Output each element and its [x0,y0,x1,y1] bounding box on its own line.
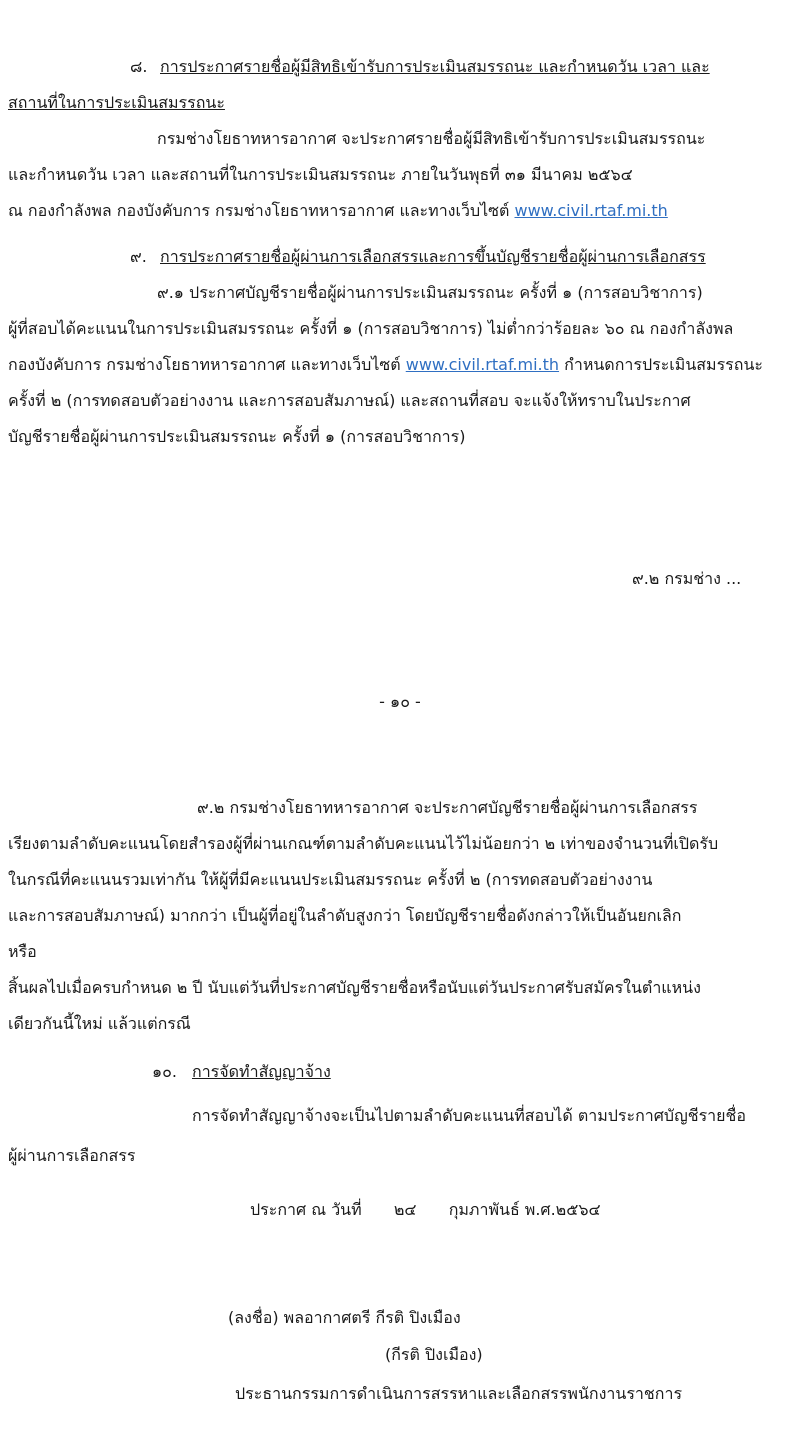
section8-body-line1: กรมช่างโยธาทหารอากาศ จะประกาศรายชื่อผู้มีสิทธิเข้ารับการประเมินสมรรถนะ [157,129,706,148]
announcement-month-year: กุมภาพันธ์ พ.ศ.๒๕๖๔ [448,1200,601,1219]
continuation-note: ๙.๒ กรมช่าง ... [632,569,742,588]
section8-body-text: ณ กองกำลังพล กองบังคับการ กรมช่างโยธาทหารอากาศ และทางเว็บไซต์ [8,201,510,220]
section9-2-line6: สิ้นผลไปเมื่อครบกำหนด ๒ ปี นับแต่วันที่ประกาศบัญชีรายชื่อหรือนับแต่วันประกาศรับสมัครในตำแหน่ง [8,978,701,997]
section9-1-line2: ผู้ที่สอบได้คะแนนในการประเมินสมรรถนะ ครั้งที่ ๑ (การสอบวิชาการ) ไม่ต่ำกว่าร้อยละ ๖๐ ณ กองกำลังพล [8,319,734,338]
section9-1-line3-tail: กำหนดการประเมินสมรรถนะ [564,355,763,374]
section10-line2: ผู้ผ่านการเลือกสรร [8,1146,136,1165]
section8-number: ๘. [130,57,148,76]
announcement-date [250,1198,601,1222]
signature-title: ประธานกรรมการดำเนินการสรรหาและเลือกสรรพนักงานราชการ [235,1384,683,1403]
section10-heading: การจัดทำสัญญาจ้าง [192,1062,331,1081]
section9-2-line5: หรือ [8,942,37,961]
section9-1-line3-text: กองบังคับการ กรมช่างโยธาทหารอากาศ และทางเว็บไซต์ [8,355,401,374]
section9-2-line7: เดียวกันนี้ใหม่ แล้วแต่กรณี [8,1014,191,1033]
section9-heading: การประกาศรายชื่อผู้ผ่านการเลือกสรรและการขึ้นบัญชีรายชื่อผู้ผ่านการเลือกสรร [160,247,706,266]
section10-number: ๑๐. [152,1062,178,1081]
announcement-prefix: ประกาศ ณ วันที่ [250,1200,362,1219]
section9-1-line5: บัญชีรายชื่อผู้ผ่านการประเมินสมรรถนะ ครั้งที่ ๑ (การสอบวิชาการ) [8,427,466,446]
section9-1-website-link[interactable]: www.civil.rtaf.mi.th [405,355,560,374]
section9-2-line1: ๙.๒ กรมช่างโยธาทหารอากาศ จะประกาศบัญชีรายชื่อผู้ผ่านการเลือกสรร [197,798,698,817]
section8-heading-line1: การประกาศรายชื่อผู้มีสิทธิเข้ารับการประเมินสมรรถนะ และกำหนดวัน เวลา และ [160,57,710,76]
section9-2-line4: และการสอบสัมภาษณ์) มากกว่า เป็นผู้ที่อยู่ในลำดับสูงกว่า โดยบัญชีรายชื่อดังกล่าวให้เป็นอันยกเลิก [8,906,682,925]
signature-name: (กีรติ ปิงเมือง) [385,1345,483,1364]
announcement-day: ๒๔ [393,1200,417,1219]
section9-2-line2: เรียงตามลำดับคะแนนโดยสำรองผู้ที่ผ่านเกณฑ์ตามลำดับคะแนนไว้ไม่น้อยกว่า ๒ เท่าของจำนวนที่เปิดรับ [8,834,719,853]
page-number: - ๑๐ - [379,692,421,711]
section9-2-line3: ในกรณีที่คะแนนรวมเท่ากัน ให้ผู้ที่มีคะแนนประเมินสมรรถนะ ครั้งที่ ๒ (การทดสอบตัวอย่างงาน [8,870,653,889]
section9-number: ๙. [130,247,147,266]
section9-1-line4: ครั้งที่ ๒ (การทดสอบตัวอย่างงาน และการสอบสัมภาษณ์) และสถานที่สอบ จะแจ้งให้ทราบในประกาศ [8,391,691,410]
section8-body-line2: และกำหนดวัน เวลา และสถานที่ในการประเมินสมรรถนะ ภายในวันพุธที่ ๓๑ มีนาคม ๒๕๖๔ [8,165,633,184]
section8-heading-line2: สถานที่ในการประเมินสมรรถนะ [8,93,225,112]
section9-1-line3 [8,353,763,377]
section8-website-link[interactable]: www.civil.rtaf.mi.th [514,201,668,220]
section8-body-line3 [8,199,668,223]
section9-1-line1: ๙.๑ ประกาศบัญชีรายชื่อผู้ผ่านการประเมินสมรรถนะ ครั้งที่ ๑ (การสอบวิชาการ) [157,283,703,302]
section10-line1: การจัดทำสัญญาจ้างจะเป็นไปตามลำดับคะแนนที่สอบได้ ตามประกาศบัญชีรายชื่อ [192,1106,746,1125]
signature-signed-line: (ลงชื่อ) พลอากาศตรี กีรติ ปิงเมือง [228,1308,461,1327]
